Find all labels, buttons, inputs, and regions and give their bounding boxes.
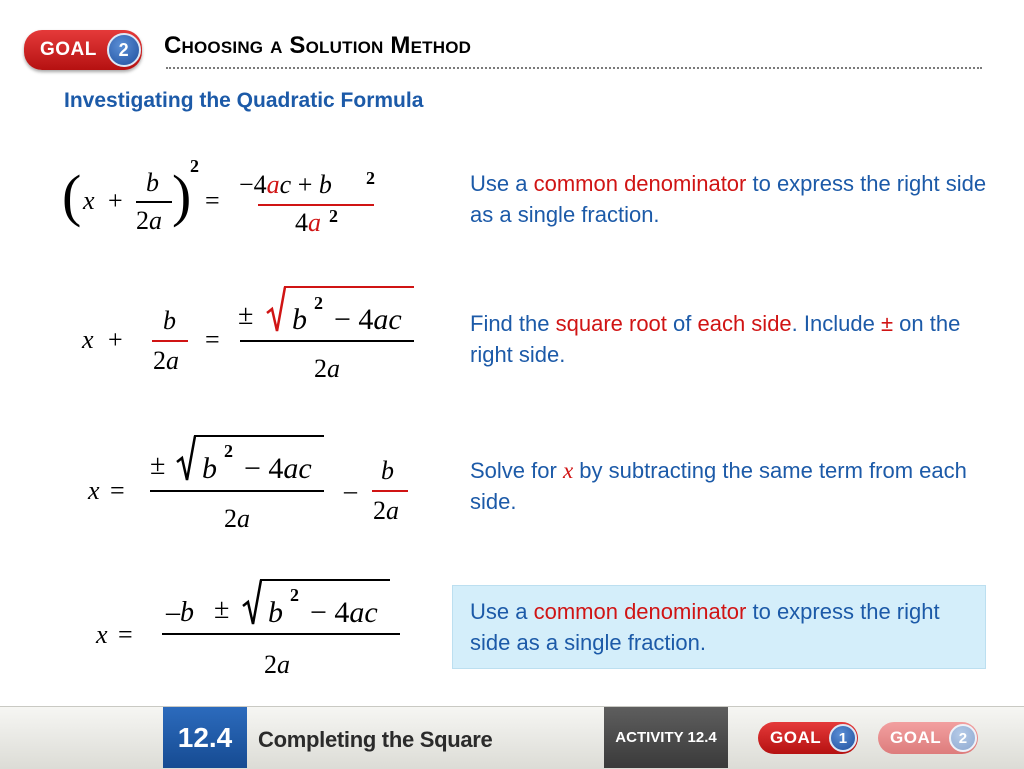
denominator-2a: 2a	[373, 496, 399, 525]
variable-x: x	[88, 476, 100, 505]
goal-badge-label: GOAL	[40, 39, 97, 60]
denominator-2a: 2a	[314, 354, 340, 383]
variable-x: x	[82, 325, 94, 354]
fraction-bar	[162, 633, 400, 635]
negative-b: –b	[166, 597, 194, 628]
goal-button-label: GOAL	[890, 728, 942, 747]
goal-2-badge[interactable]	[24, 30, 142, 70]
goal-2-button[interactable]	[878, 722, 978, 754]
fraction-bar	[372, 490, 408, 492]
numerator-b: b	[381, 456, 394, 485]
goal-button-number: 2	[949, 724, 977, 752]
equals-sign: =	[205, 186, 220, 215]
fraction-bar	[136, 201, 172, 203]
denominator-4a2: 4a	[295, 208, 321, 237]
fraction-bar	[150, 490, 324, 492]
radical-sign-icon	[176, 434, 196, 484]
left-paren: (	[62, 163, 82, 228]
minus-sign: –	[344, 476, 357, 505]
radical-sign-icon	[242, 578, 262, 628]
radicand-b: b	[202, 452, 217, 485]
radicand-minus-4ac: − 4ac	[244, 452, 312, 485]
activity-button[interactable]: ACTIVITY 12.4	[604, 707, 728, 768]
plus-minus-sign: ±	[150, 450, 166, 481]
variable-x: x	[83, 186, 95, 215]
exponent-2: 2	[366, 168, 375, 188]
equals-sign: =	[205, 325, 220, 354]
fraction-bar	[240, 340, 414, 342]
title-divider	[166, 67, 982, 69]
variable-x: x	[96, 620, 108, 649]
radical-vinculum	[284, 286, 414, 288]
fraction-bar	[152, 340, 188, 342]
right-paren: )	[172, 163, 192, 228]
denominator-2a: 2a	[224, 504, 250, 533]
denominator-2a: 2a	[136, 206, 162, 235]
equals-sign: =	[110, 476, 125, 505]
goal-badge-number: 2	[107, 33, 141, 67]
denominator-2a: 2a	[264, 650, 290, 679]
step-1-explanation: Use a common denominator to express the right side as a single fraction.	[470, 171, 987, 227]
numerator-b: b	[146, 168, 159, 197]
equals-sign: =	[118, 620, 133, 649]
radical-vinculum	[260, 579, 390, 581]
step-3-explanation: Solve for x by subtracting the same term from each side.	[470, 458, 967, 514]
lesson-title: Completing the Square	[258, 727, 493, 752]
lesson-number-badge: 12.4	[163, 707, 247, 768]
fraction-bar	[258, 204, 374, 206]
plus-sign: +	[108, 325, 123, 354]
goal-1-button[interactable]	[758, 722, 858, 754]
footer-bar	[0, 706, 1024, 769]
radicand-minus-4ac: − 4ac	[334, 303, 402, 336]
exponent-2: 2	[224, 441, 233, 461]
exponent-2: 2	[290, 585, 299, 605]
radicand-minus-4ac: − 4ac	[310, 596, 378, 629]
slide-title: Choosing a Solution Method	[164, 32, 472, 59]
goal-button-number: 1	[829, 724, 857, 752]
exponent-2: 2	[329, 206, 338, 226]
radicand-b: b	[268, 596, 283, 629]
plus-sign: +	[108, 186, 123, 215]
section-subtitle: Investigating the Quadratic Formula	[64, 89, 424, 112]
plus-minus-sign: ±	[238, 300, 254, 331]
exponent-2: 2	[314, 293, 323, 313]
numerator-expression: −4ac + b	[239, 170, 332, 199]
numerator-b: b	[163, 306, 176, 335]
denominator-2a: 2a	[153, 346, 179, 375]
radicand-b: b	[292, 303, 307, 336]
radical-sign-icon	[266, 285, 286, 335]
exponent-2: 2	[190, 156, 199, 176]
goal-button-label: GOAL	[770, 728, 822, 747]
step-2-explanation: Find the square root of each side. Include ± on the right side.	[470, 311, 961, 367]
step-4-explanation: Use a common denominator to express the right side as a single fraction.	[470, 599, 940, 655]
radical-vinculum	[194, 435, 324, 437]
plus-minus-sign: ±	[214, 594, 230, 625]
